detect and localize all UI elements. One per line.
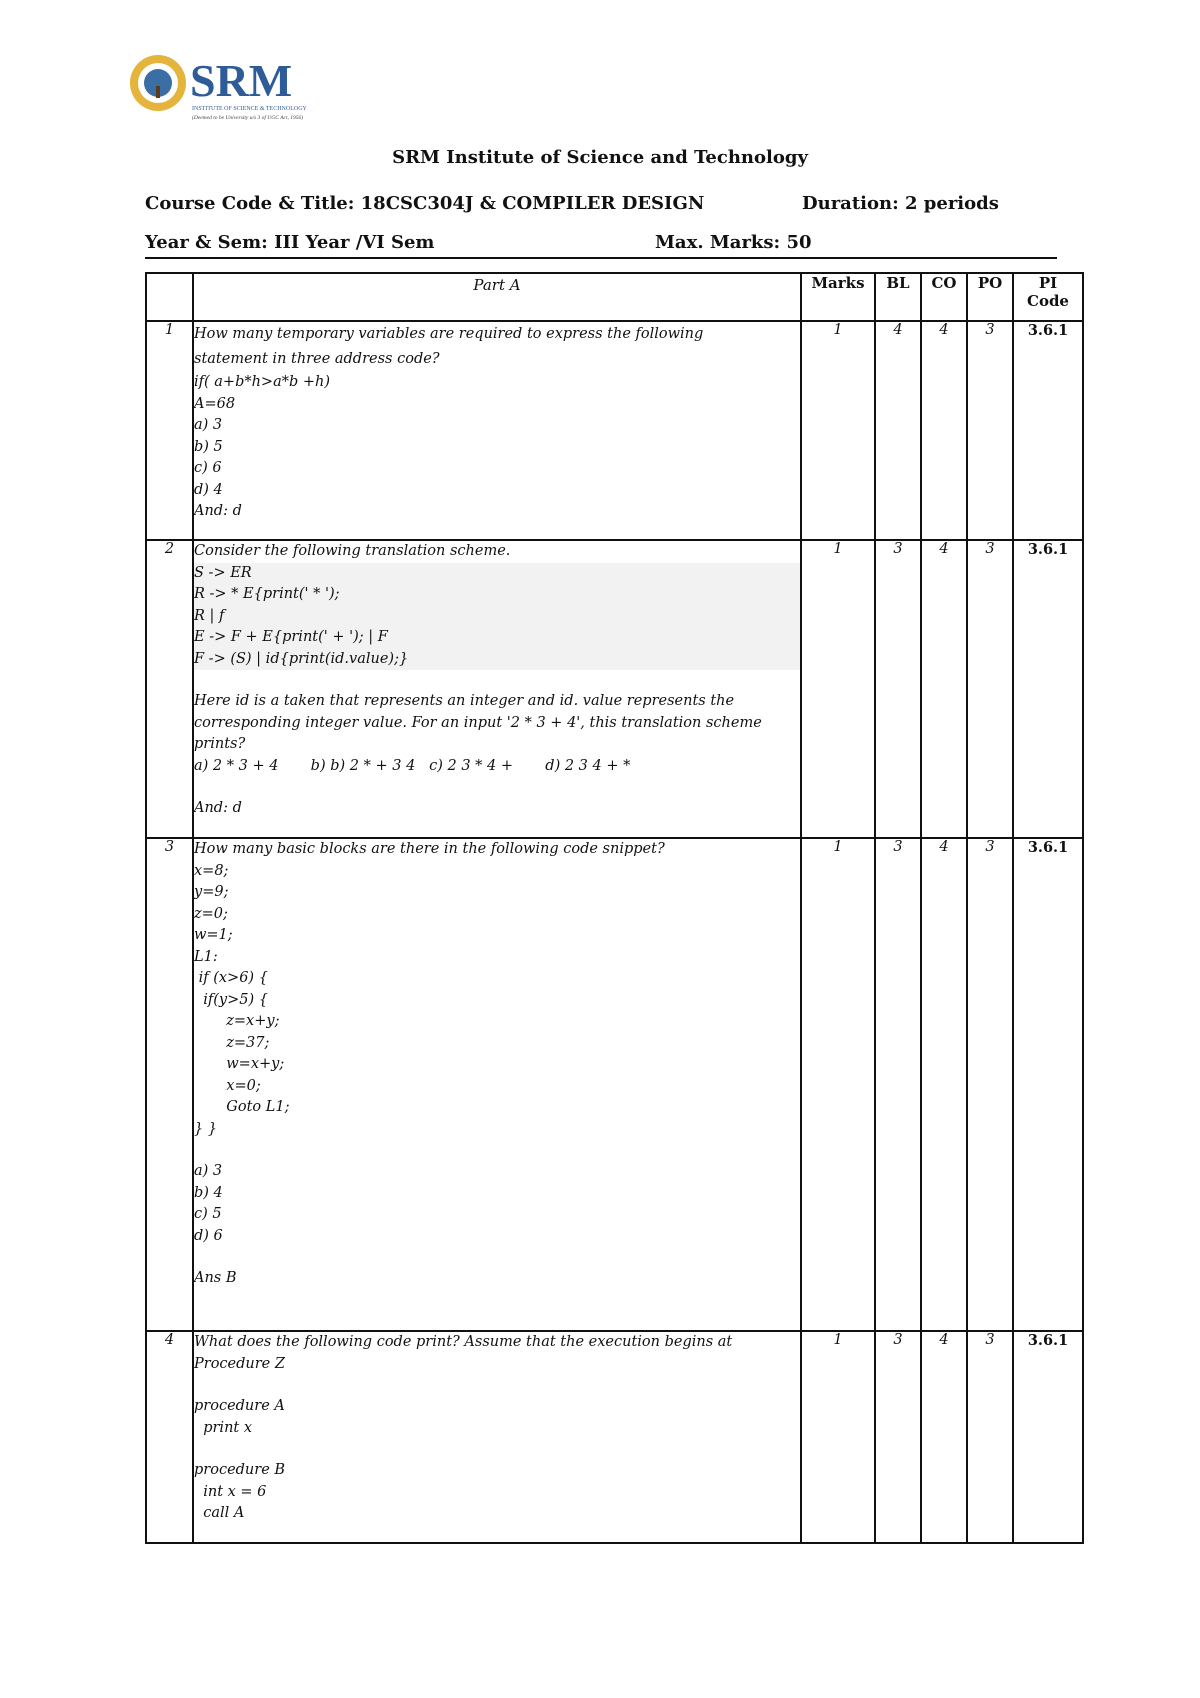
pi-code-cell: 3.6.1 [1013, 540, 1083, 838]
header-bl: BL [875, 273, 921, 321]
max-marks: Max. Marks: 50 [655, 232, 812, 253]
question-line: Here id is a taken that represents an integer and id. value represents the [194, 693, 735, 709]
pi-code-cell: 3.6.1 [1013, 321, 1083, 540]
option-line: a) 3 [194, 1163, 223, 1179]
course-code-title: Course Code & Title: 18CSC304J & COMPILER DESIGN [145, 193, 705, 214]
answer-line: And: d [194, 800, 242, 816]
po-cell: 3 [967, 321, 1013, 540]
header-pi-code [1013, 273, 1083, 321]
code-line: z=37; [194, 1034, 270, 1051]
institution-title: SRM Institute of Science and Technology [392, 147, 808, 168]
code-line: call A [194, 1505, 245, 1521]
po-cell: 3 [967, 540, 1013, 838]
question-line: How many temporary variables are required to express the following [194, 326, 704, 342]
option-line: a) 3 [194, 417, 223, 433]
bl-cell: 4 [875, 321, 921, 540]
option-line: d) 4 [194, 481, 223, 498]
answer-line: And: d [194, 503, 242, 519]
table-row [146, 540, 1083, 838]
options-line: a) 2 * 3 + 4 b) b) 2 * + 3 4 c) 2 3 * 4 + d) 2 3 4 + * [194, 757, 631, 774]
co-cell: 4 [921, 1331, 967, 1543]
header-pi-line2: Code [1027, 292, 1069, 310]
question-text [193, 540, 801, 838]
code-line: L1: [194, 948, 218, 965]
table-row [146, 321, 1083, 540]
question-line: statement in three address code? [194, 351, 440, 367]
question-line: What does the following code print? Assume that the execution begins at [194, 1334, 733, 1350]
question-number: 3 [146, 838, 193, 1331]
code-line: if(y>5) { [194, 991, 268, 1008]
co-cell: 4 [921, 838, 967, 1331]
marks-cell: 1 [801, 321, 875, 540]
question-table [145, 272, 1084, 1544]
header-co: CO [921, 273, 967, 321]
bl-cell: 3 [875, 540, 921, 838]
po-cell: 3 [967, 1331, 1013, 1543]
marks-cell: 1 [801, 838, 875, 1331]
code-line: procedure B [194, 1462, 286, 1478]
header-po: PO [967, 273, 1013, 321]
code-line: x=8; [194, 862, 229, 879]
logo-trunk [156, 86, 160, 98]
code-line: y=9; [194, 884, 229, 900]
question-line: corresponding integer value. For an input '2 * 3 + 4', this translation scheme [194, 714, 762, 731]
code-line: S -> ER [194, 564, 252, 581]
question-text [193, 1331, 801, 1543]
spacer [194, 670, 800, 691]
code-line: R -> * E{print(' * '); [194, 586, 340, 602]
option-line: b) 5 [194, 438, 223, 455]
pi-code-cell: 3.6.1 [1013, 1331, 1083, 1543]
code-line: w=x+y; [194, 1056, 285, 1072]
question-text [193, 838, 801, 1331]
spacer [194, 1247, 800, 1268]
logo-wordmark: SRM [190, 55, 293, 106]
code-line: E -> F + E{print(' + '); | F [194, 629, 388, 645]
header-pi-line1: PI [1038, 274, 1058, 292]
year-sem: Year & Sem: III Year /VI Sem [145, 232, 435, 253]
answer-line: Ans B [194, 1270, 237, 1286]
spacer [194, 1140, 800, 1161]
table-row [146, 838, 1083, 1331]
question-number: 1 [146, 321, 193, 540]
code-line: print x [194, 1419, 253, 1436]
spacer [194, 1375, 800, 1396]
code-line: if (x>6) { [194, 970, 268, 986]
pi-code-cell: 3.6.1 [1013, 838, 1083, 1331]
spacer [194, 1439, 800, 1460]
table-row [146, 1331, 1083, 1543]
question-line: A=68 [194, 395, 236, 412]
code-line: Goto L1; [194, 1099, 290, 1115]
header-part: Part A [193, 273, 801, 321]
code-line: int x = 6 [194, 1483, 267, 1500]
option-line: c) 6 [194, 460, 222, 476]
code-line: z=x+y; [194, 1013, 280, 1029]
grammar-code-block [192, 563, 800, 671]
marks-cell: 1 [801, 540, 875, 838]
question-text [193, 321, 801, 540]
question-line: if( a+b*h>a*b +h) [194, 374, 331, 390]
srm-logo [128, 50, 348, 136]
bl-cell: 3 [875, 838, 921, 1331]
header-divider [145, 257, 1057, 259]
co-cell: 4 [921, 540, 967, 838]
code-line: w=1; [194, 927, 233, 943]
co-cell: 4 [921, 321, 967, 540]
question-line: How many basic blocks are there in the following code snippet? [194, 841, 665, 857]
question-line: Procedure Z [194, 1355, 285, 1372]
option-line: c) 5 [194, 1206, 222, 1222]
duration: Duration: 2 periods [802, 193, 999, 214]
code-line: x=0; [194, 1077, 261, 1094]
question-number: 4 [146, 1331, 193, 1543]
option-line: d) 6 [194, 1227, 223, 1244]
question-line: Consider the following translation scheme. [194, 543, 511, 559]
question-number: 2 [146, 540, 193, 838]
code-line: F -> (S) | id{print(id.value);} [194, 650, 409, 667]
table-header-row [146, 273, 1083, 321]
logo-tagline: (Deemed to be University u/s 3 of UGC Act, 1956) [192, 115, 304, 121]
code-line: R | f [194, 607, 225, 624]
header-marks: Marks [801, 273, 875, 321]
code-line: procedure A [194, 1398, 285, 1414]
logo-subtitle: INSTITUTE OF SCIENCE & TECHNOLOGY [192, 106, 307, 112]
bl-cell: 3 [875, 1331, 921, 1543]
po-cell: 3 [967, 838, 1013, 1331]
code-line: } } [194, 1120, 218, 1137]
marks-cell: 1 [801, 1331, 875, 1543]
spacer [194, 777, 800, 798]
header-num-cell [146, 273, 193, 321]
question-line: prints? [194, 736, 246, 752]
option-line: b) 4 [194, 1184, 223, 1201]
code-line: z=0; [194, 905, 228, 922]
